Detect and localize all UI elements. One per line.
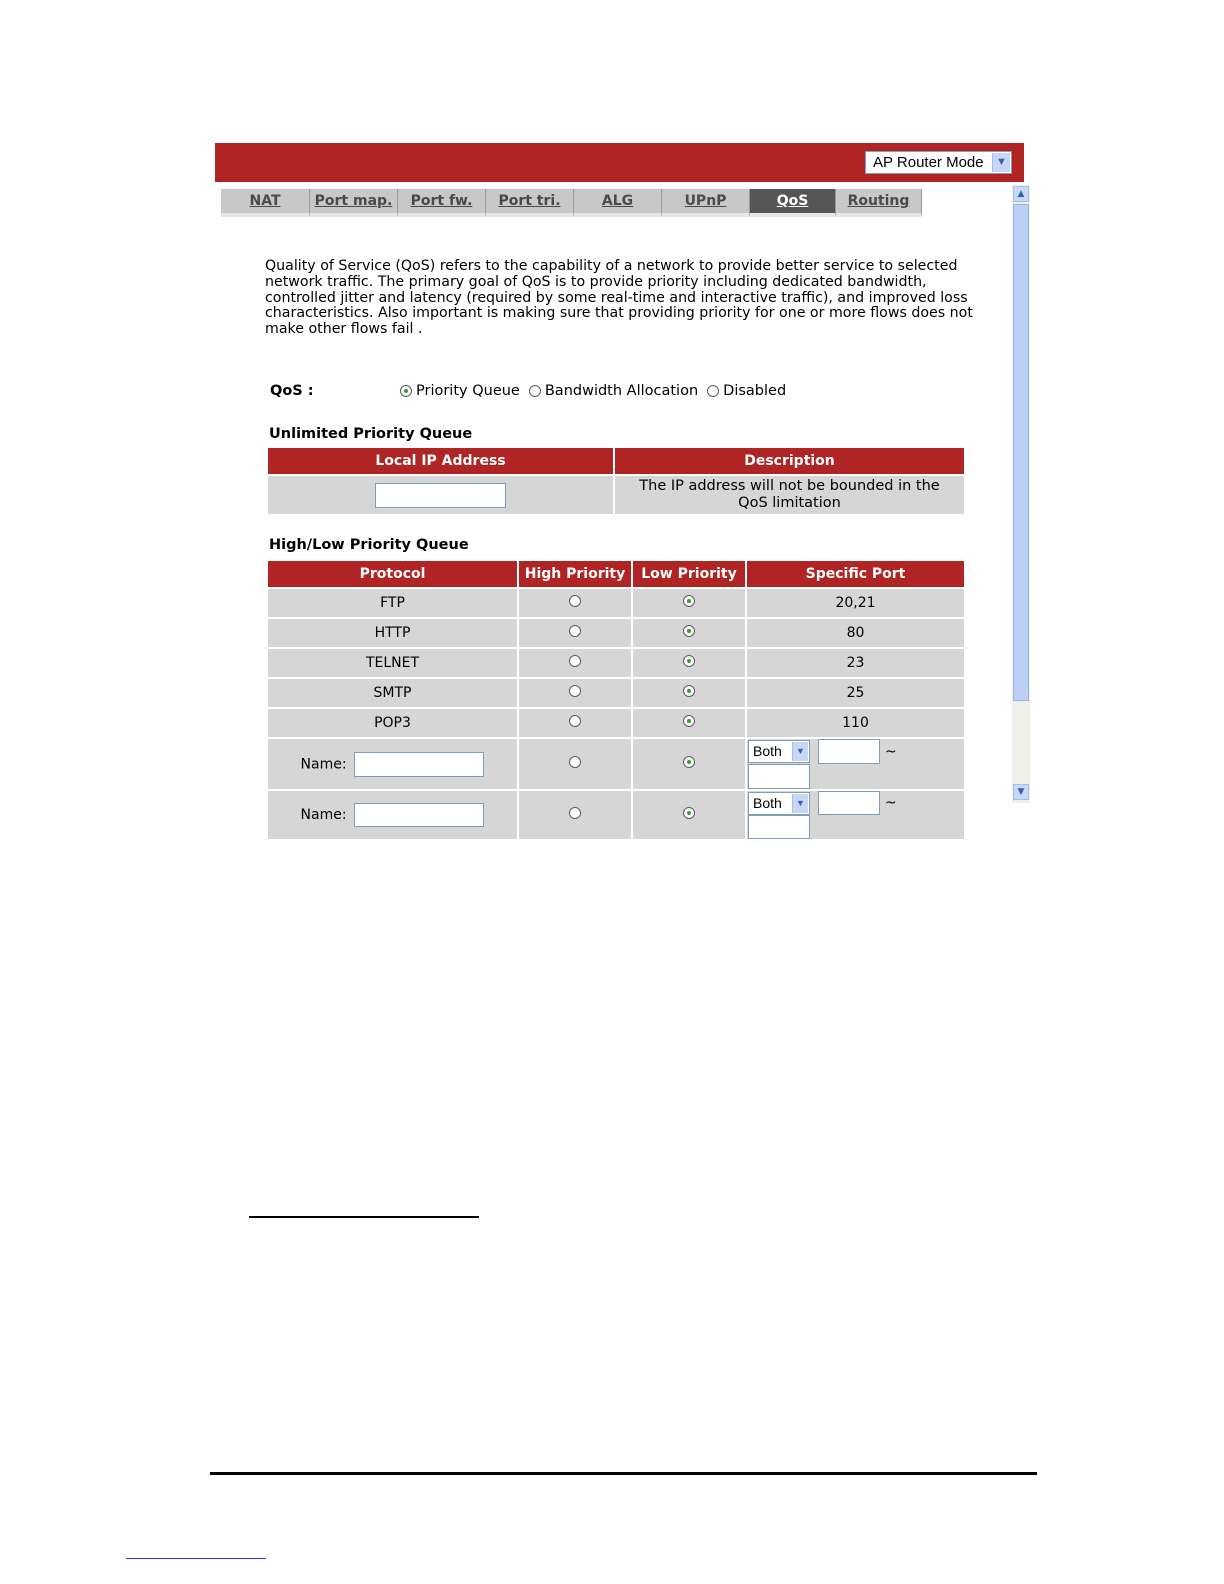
protocol-cell: HTTP — [268, 619, 517, 647]
high-priority-radio[interactable] — [569, 655, 581, 667]
table-row — [268, 709, 964, 737]
qos-option-disabled[interactable]: Disabled — [707, 383, 786, 399]
low-priority-radio[interactable] — [683, 756, 695, 768]
radio-bandwidth-allocation[interactable] — [529, 385, 541, 397]
highlow-queue-title: High/Low Priority Queue — [269, 537, 469, 553]
mode-select[interactable] — [865, 151, 1012, 174]
header-bar — [215, 143, 1024, 182]
tab-nat[interactable]: NAT — [221, 189, 310, 217]
page-footer-rule — [210, 1472, 1037, 1475]
chevron-down-icon[interactable]: ▼ — [792, 742, 808, 761]
tab-port-map[interactable]: Port map. — [310, 189, 398, 217]
tab-port-tri[interactable]: Port tri. — [486, 189, 574, 217]
mode-select-value: AP Router Mode — [873, 154, 984, 171]
port-end-input[interactable] — [748, 815, 810, 839]
tab-routing[interactable]: Routing — [836, 189, 922, 217]
tab-bar — [221, 189, 922, 217]
port-start-input[interactable] — [818, 739, 880, 764]
custom-name-input[interactable] — [354, 803, 484, 827]
col-protocol: Protocol — [268, 561, 517, 587]
port-cell: 80 — [747, 619, 964, 647]
tab-port-fw[interactable]: Port fw. — [398, 189, 486, 217]
low-priority-radio[interactable] — [683, 807, 695, 819]
qos-label: QoS : — [270, 383, 314, 399]
port-start-input[interactable] — [818, 791, 880, 815]
unlimited-queue-title: Unlimited Priority Queue — [269, 426, 473, 442]
local-ip-input[interactable] — [375, 483, 506, 508]
radio-disabled[interactable] — [707, 385, 719, 397]
vertical-scrollbar[interactable] — [1012, 185, 1030, 803]
qos-option-priority-queue[interactable]: Priority Queue — [400, 383, 520, 399]
custom-name-input[interactable] — [354, 752, 484, 777]
chevron-down-icon[interactable]: ▼ — [992, 153, 1010, 172]
port-end-input[interactable] — [748, 764, 810, 789]
protocol-cell: TELNET — [268, 649, 517, 677]
footer-link-underline — [126, 1558, 266, 1559]
high-priority-radio[interactable] — [569, 625, 581, 637]
table-row — [268, 619, 964, 647]
range-separator: ~ — [884, 795, 897, 811]
col-low-priority: Low Priority — [633, 561, 745, 587]
unlimited-queue-table — [266, 446, 966, 516]
port-type-select[interactable]: Both ▼ — [748, 792, 810, 815]
col-high-priority: High Priority — [519, 561, 631, 587]
table-row — [268, 589, 964, 617]
custom-row — [268, 739, 964, 789]
port-cell: 110 — [747, 709, 964, 737]
tab-upnp[interactable]: UPnP — [662, 189, 750, 217]
scroll-down-icon[interactable]: ▼ — [1013, 784, 1029, 800]
highlow-queue-table — [266, 559, 966, 841]
high-priority-radio[interactable] — [569, 807, 581, 819]
custom-row — [268, 791, 964, 839]
name-label: Name: — [300, 756, 347, 772]
radio-priority-queue[interactable] — [400, 385, 412, 397]
high-priority-radio[interactable] — [569, 685, 581, 697]
scroll-up-icon[interactable]: ▲ — [1013, 186, 1029, 202]
protocol-cell: SMTP — [268, 679, 517, 707]
high-priority-radio[interactable] — [569, 595, 581, 607]
port-cell: 25 — [747, 679, 964, 707]
footnote-divider — [249, 1216, 479, 1218]
high-priority-radio[interactable] — [569, 756, 581, 768]
col-local-ip: Local IP Address — [268, 448, 613, 474]
port-type-select[interactable]: Both ▼ — [748, 740, 810, 763]
table-row — [268, 679, 964, 707]
qos-option-bandwidth-allocation[interactable]: Bandwidth Allocation — [529, 383, 698, 399]
unlimited-description: The IP address will not be bounded in the QoS limitation — [615, 476, 964, 514]
protocol-cell: POP3 — [268, 709, 517, 737]
qos-description: Quality of Service (QoS) refers to the capability of a network to provide better service to selected network traffic. The primary goal of QoS is to provide priority including dedicated bandwidth, controlled jitter and latency (required by some real-time and interactive traffic), and improved loss characteristics. Also important is making sure that providing priority for one or more flows does not make other flows fail . — [265, 258, 973, 338]
chevron-down-icon[interactable]: ▼ — [792, 794, 808, 813]
protocol-cell: FTP — [268, 589, 517, 617]
tab-qos[interactable]: QoS — [750, 189, 836, 217]
range-separator: ~ — [884, 743, 897, 760]
col-specific-port: Specific Port — [747, 561, 964, 587]
router-config-panel — [215, 143, 1030, 823]
col-description: Description — [615, 448, 964, 474]
name-label: Name: — [300, 807, 347, 823]
low-priority-radio[interactable] — [683, 625, 695, 637]
low-priority-radio[interactable] — [683, 655, 695, 667]
scrollbar-thumb[interactable] — [1013, 204, 1029, 701]
tab-alg[interactable]: ALG — [574, 189, 662, 217]
port-cell: 20,21 — [747, 589, 964, 617]
low-priority-radio[interactable] — [683, 685, 695, 697]
low-priority-radio[interactable] — [683, 595, 695, 607]
port-cell: 23 — [747, 649, 964, 677]
low-priority-radio[interactable] — [683, 715, 695, 727]
table-row — [268, 649, 964, 677]
high-priority-radio[interactable] — [569, 715, 581, 727]
qos-mode-row — [270, 383, 795, 399]
